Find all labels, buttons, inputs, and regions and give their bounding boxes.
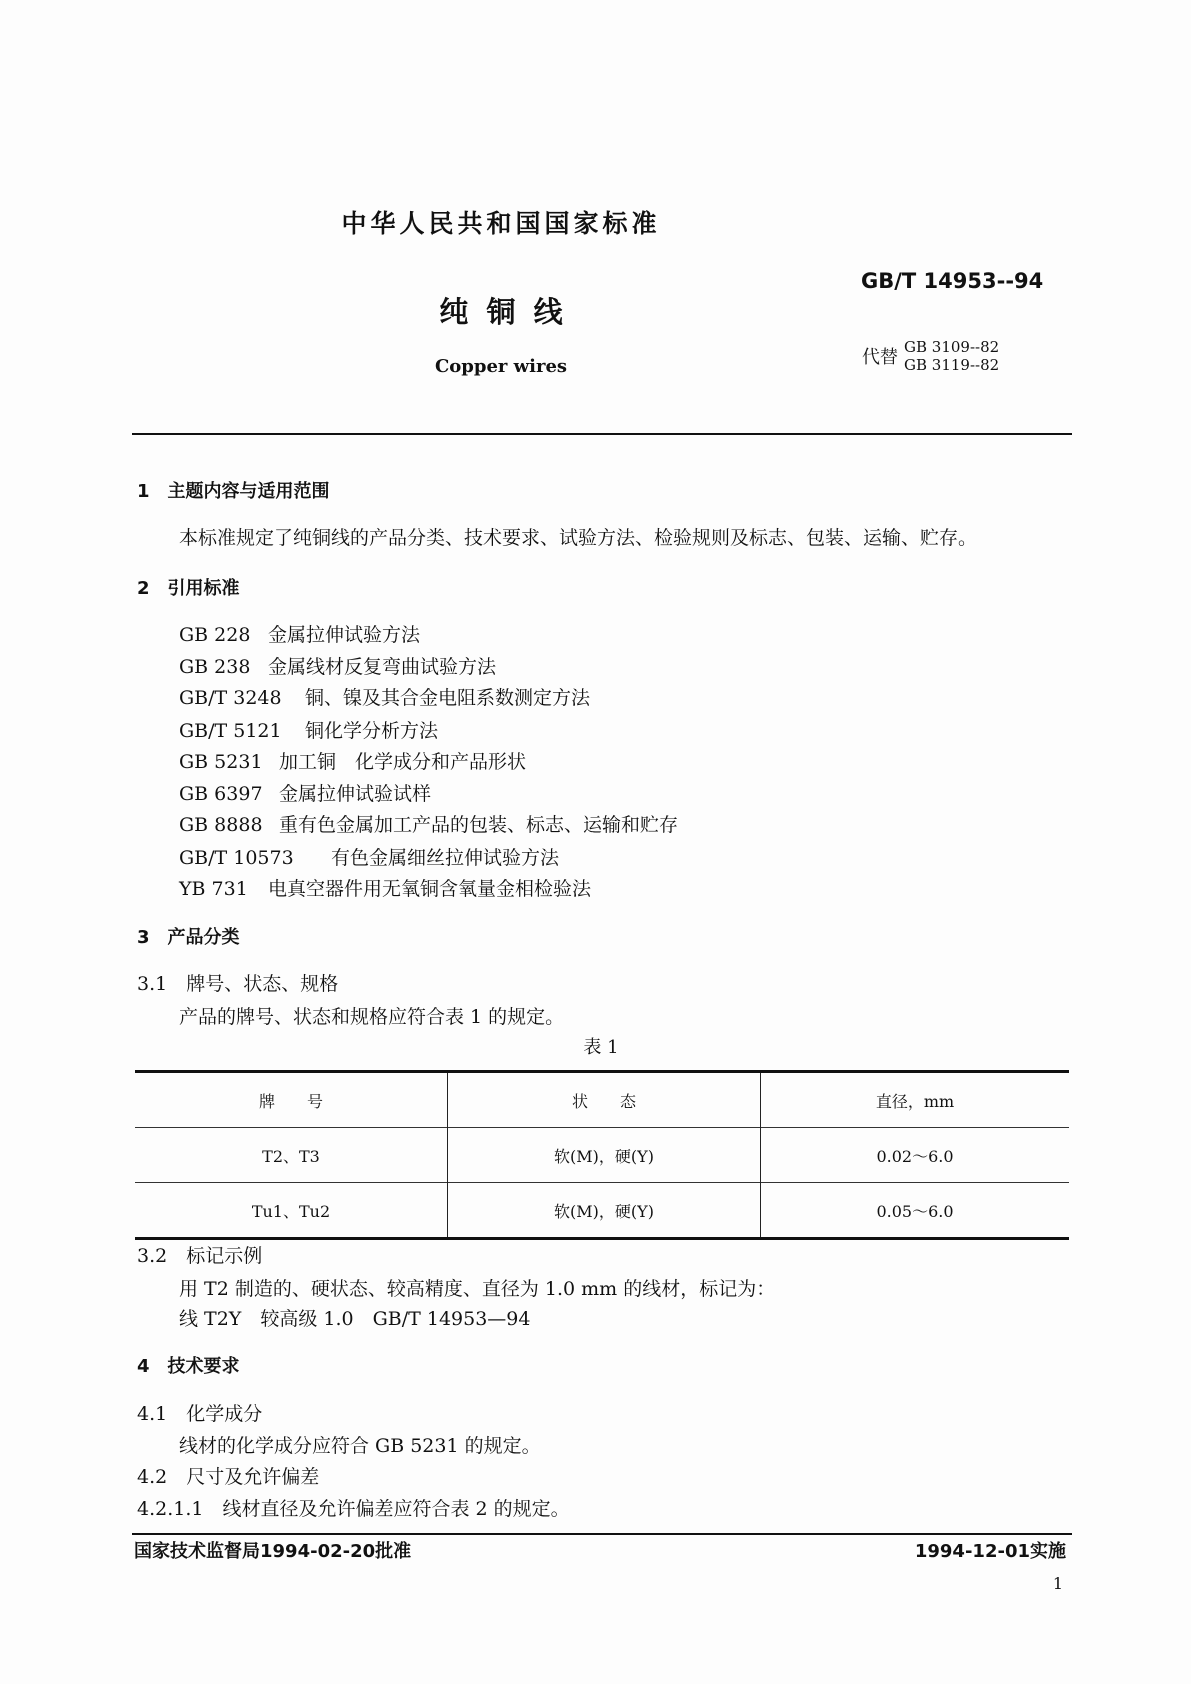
section-4-heading: 4 技术要求 xyxy=(137,1356,240,1377)
section-4-1-heading: 4.1 化学成分 xyxy=(137,1403,263,1425)
section-3-heading: 3 产品分类 xyxy=(137,927,240,948)
replaces-2: GB 3119--82 xyxy=(904,356,1000,374)
table-cell: 软(M)，硬(Y) xyxy=(448,1183,761,1239)
approval-date: 国家技术监督局1994-02-20批准 xyxy=(134,1541,412,1562)
ref-title: 铜化学分析方法 xyxy=(305,720,439,742)
ref-code: GB/T 3248 xyxy=(179,687,282,709)
section-3-2-text: 用 T2 制造的、硬状态、较高精度、直径为 1.0 mm 的线材，标记为： xyxy=(179,1278,776,1300)
ref-title: 电真空器件用无氧铜含氧量金相检验法 xyxy=(268,878,592,900)
ref-code: GB 6397 xyxy=(179,783,263,805)
ref-title: 金属拉伸试验试样 xyxy=(279,783,432,805)
page-number: 1 xyxy=(1052,1574,1063,1593)
ref-title: 金属线材反复弯曲试验方法 xyxy=(268,656,497,678)
replaces-1: GB 3109--82 xyxy=(904,338,1000,356)
header-rule xyxy=(132,433,1072,435)
table-1-caption: 表 1 xyxy=(583,1037,619,1058)
country-standard-heading: 中华人民共和国国家标准 xyxy=(341,209,661,238)
section-1-heading: 1 主题内容与适用范围 xyxy=(137,481,330,502)
section-3-1-text: 产品的牌号、状态和规格应符合表 1 的规定。 xyxy=(179,1006,565,1028)
ref-code: GB 228 xyxy=(179,624,251,646)
replaces-label: 代替 xyxy=(862,347,898,368)
table-row xyxy=(135,1128,1069,1183)
table-header-row xyxy=(135,1072,1069,1128)
section-3-2-example: 线 T2Y 较高级 1.0 GB/T 14953—94 xyxy=(179,1308,531,1330)
section-4-1-text: 线材的化学成分应符合 GB 5231 的规定。 xyxy=(179,1435,541,1457)
ref-title: 有色金属细丝拉伸试验方法 xyxy=(331,847,560,869)
section-2-heading: 2 引用标准 xyxy=(137,578,240,599)
table-cell: 0.02～6.0 xyxy=(761,1128,1070,1183)
ref-title: 金属拉伸试验方法 xyxy=(268,624,421,646)
ref-code: GB/T 10573 xyxy=(179,847,294,869)
section-3-1-heading: 3.1 牌号、状态、规格 xyxy=(137,973,339,995)
section-1-text: 本标准规定了纯铜线的产品分类、技术要求、试验方法、检验规则及标志、包装、运输、贮存。 xyxy=(179,527,978,549)
header-cell: 直径，mm xyxy=(761,1072,1070,1128)
header-cell: 状 态 xyxy=(448,1072,761,1128)
section-4-2-1-1-text: 4.2.1.1 线材直径及允许偏差应符合表 2 的规定。 xyxy=(137,1498,570,1520)
standard-code: GB/T 14953--94 xyxy=(861,269,1044,293)
table-1 xyxy=(135,1070,1069,1240)
section-3-2-heading: 3.2 标记示例 xyxy=(137,1245,263,1267)
ref-code: YB 731 xyxy=(179,878,248,900)
header-cell: 牌 号 xyxy=(258,1091,323,1111)
effective-date: 1994-12-01实施 xyxy=(914,1541,1066,1562)
ref-code: GB 8888 xyxy=(179,814,263,836)
ref-title: 加工铜 化学成分和产品形状 xyxy=(279,751,527,773)
ref-code: GB/T 5121 xyxy=(179,720,282,742)
ref-title: 重有色金属加工产品的包装、标志、运输和贮存 xyxy=(279,814,679,836)
title-cn: 纯 铜 线 xyxy=(439,295,563,329)
ref-code: GB 238 xyxy=(179,656,251,678)
ref-title: 铜、镍及其合金电阻系数测定方法 xyxy=(305,687,591,709)
section-4-2-heading: 4.2 尺寸及允许偏差 xyxy=(137,1466,320,1488)
ref-code: GB 5231 xyxy=(179,751,263,773)
table-cell: 软(M)，硬(Y) xyxy=(448,1128,761,1183)
footer-rule xyxy=(132,1533,1072,1535)
title-en: Copper wires xyxy=(434,356,568,377)
table-cell: 0.05～6.0 xyxy=(761,1183,1070,1239)
table-cell: T2、T3 xyxy=(262,1146,320,1166)
table-row xyxy=(135,1183,1069,1239)
table-cell: Tu1、Tu2 xyxy=(251,1201,331,1221)
